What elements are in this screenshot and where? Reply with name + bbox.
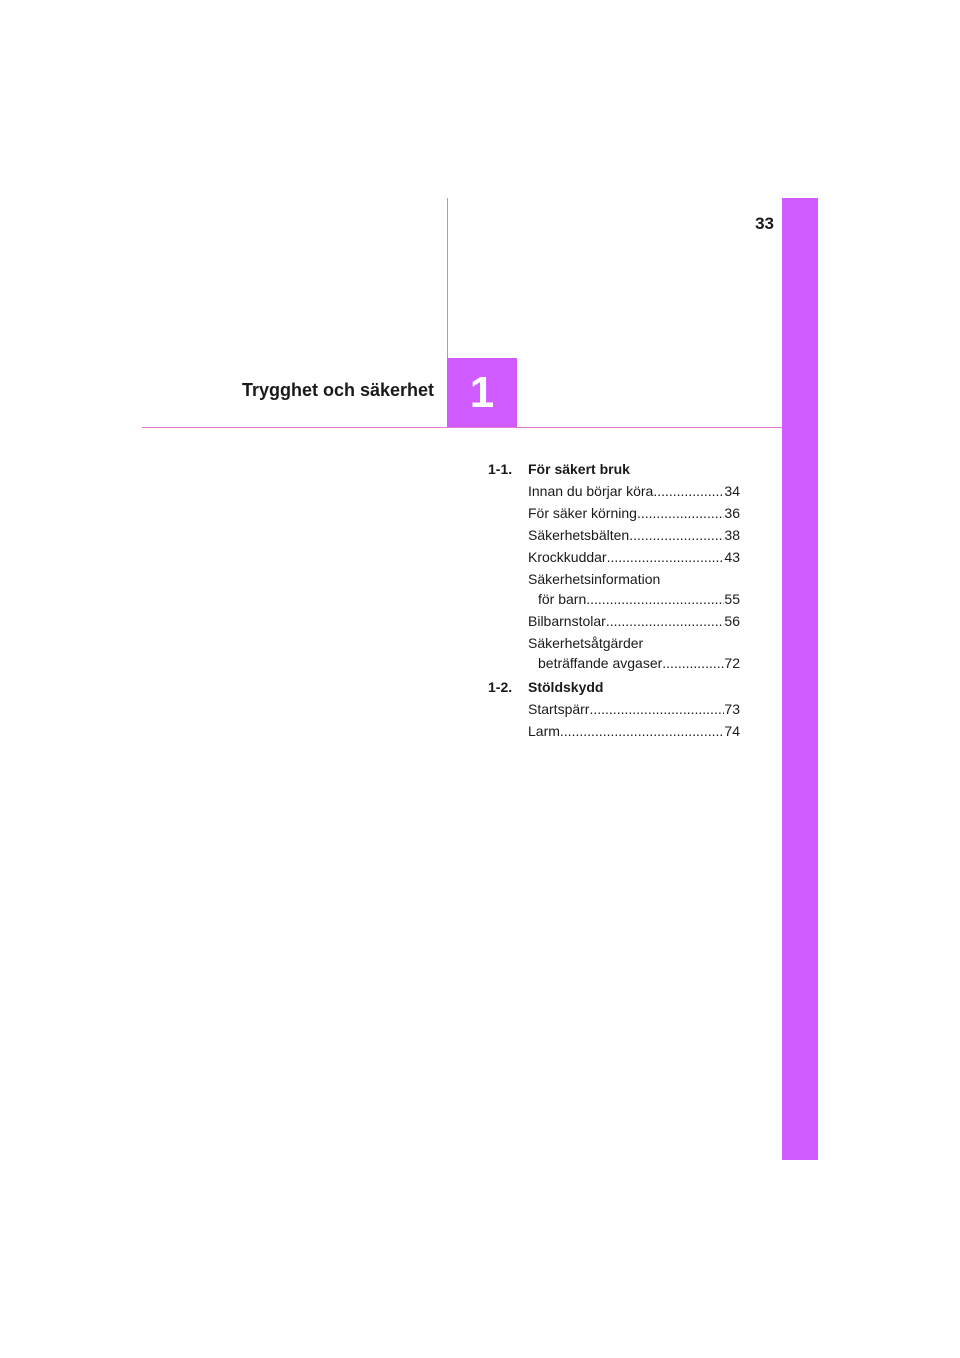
toc-entry-label: Krockkuddar: [528, 549, 607, 565]
toc-leader-dots: [589, 699, 724, 719]
toc-section-title: För säkert bruk: [528, 461, 630, 477]
toc-leader-dots: [629, 525, 724, 545]
toc-entry-label: Innan du börjar köra: [528, 483, 654, 499]
toc-entry[interactable]: [528, 633, 740, 673]
toc-entry[interactable]: [528, 569, 740, 609]
toc-entry-label-line1: Säkerhetsinformation: [528, 571, 661, 587]
page-number: 33: [755, 214, 774, 233]
toc-entry-label: Startspärr: [528, 701, 590, 717]
chapter-number-box: [447, 358, 517, 428]
toc-entry[interactable]: [528, 481, 740, 501]
toc-entry-page: 38: [724, 527, 740, 543]
toc-entry[interactable]: [528, 611, 740, 631]
toc-entry-label: för barn: [538, 591, 587, 607]
toc-entry-page: 36: [724, 505, 740, 521]
toc-leader-dots: [586, 589, 724, 609]
chapter-side-tab: [782, 198, 818, 1160]
toc-entry-page: 56: [724, 613, 740, 629]
chapter-title: Trygghet och säkerhet: [241, 380, 434, 400]
toc-section-number: 1-2.: [488, 679, 513, 695]
toc-leader-dots: [637, 503, 724, 523]
toc-entry-label-line1: Säkerhetsåtgärder: [528, 635, 644, 651]
toc-entry[interactable]: [528, 503, 740, 523]
toc-section-number: 1-1.: [488, 461, 513, 477]
chapter-divider-line: [447, 198, 448, 358]
toc-entry-label: Bilbarnstolar: [528, 613, 606, 629]
toc-entry-page: 43: [724, 549, 740, 565]
toc-entry-page: 72: [724, 655, 740, 671]
toc-entry[interactable]: [528, 699, 740, 719]
toc-entry[interactable]: [528, 721, 740, 741]
toc-section-title: Stöldskydd: [528, 679, 604, 695]
toc-entry-page: 73: [724, 701, 740, 717]
toc-entry-page: 74: [724, 723, 740, 739]
toc-entry-label: Larm: [528, 723, 560, 739]
chapter-number: 1: [469, 368, 495, 417]
toc-entry-page: 34: [724, 483, 740, 499]
toc-entry-label: beträffande avgaser: [538, 655, 663, 671]
toc-entry[interactable]: [528, 547, 740, 567]
toc-leader-dots: [653, 481, 724, 501]
toc-section-heading: [488, 677, 740, 697]
toc-section-heading: [488, 459, 740, 479]
chapter-header-rule: [142, 427, 782, 428]
toc-entry-page: 55: [724, 591, 740, 607]
toc-leader-dots: [662, 653, 724, 673]
toc-entry[interactable]: [528, 525, 740, 545]
toc-leader-dots: [560, 721, 725, 741]
toc-entry-label: Säkerhetsbälten: [528, 527, 630, 543]
toc-entry-label: För säker körning: [528, 505, 637, 521]
toc-leader-dots: [606, 611, 725, 631]
toc-leader-dots: [607, 547, 725, 567]
table-of-contents: [488, 459, 740, 743]
